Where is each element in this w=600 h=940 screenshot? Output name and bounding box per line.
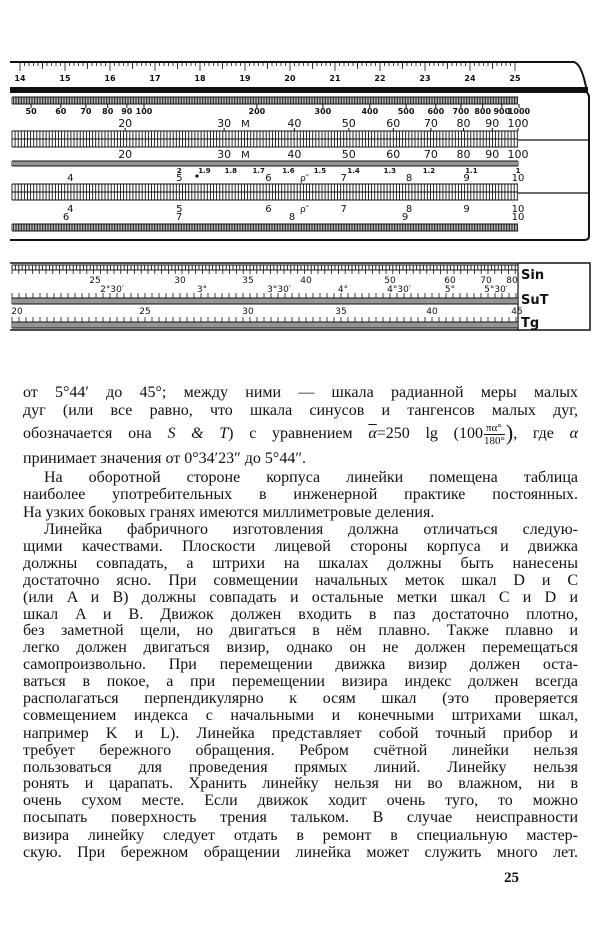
sin-scale-name: Sin bbox=[521, 268, 545, 283]
a-scale-strip bbox=[12, 97, 518, 104]
b-scale-label: 80 bbox=[456, 117, 471, 130]
text-line: наиболее употребительных в инженерной практике постоянных. bbox=[23, 486, 578, 503]
c-upper-label: 90 bbox=[485, 148, 500, 161]
thin-scale-strip bbox=[12, 161, 518, 166]
text-line: очень сухом месте. Если движок ходит очень туго, то можно bbox=[23, 792, 578, 809]
text-line: пользоваться для проведения прямых линий. Линейку нельзя bbox=[23, 759, 578, 776]
ci-scale-label: 1.2 bbox=[422, 167, 436, 175]
a-scale-label: 800 bbox=[474, 107, 492, 116]
b-scale-label: 20 bbox=[118, 117, 133, 130]
sut-scale-label: 5°30′ bbox=[484, 285, 508, 295]
tg-scale-name: Tg bbox=[521, 316, 540, 331]
k-scale-strip bbox=[12, 224, 518, 231]
c-scale-label: 4 bbox=[67, 173, 74, 184]
back-scales-outline bbox=[10, 263, 590, 330]
d-scale-label: 10 bbox=[511, 204, 525, 215]
sin-scale-label: 80 bbox=[506, 276, 518, 286]
formula-text: , где bbox=[513, 425, 570, 443]
text-line: требует бережного обращения. Ребром счётной линейки нельзя bbox=[23, 742, 578, 759]
a-scale-label: 90 bbox=[121, 107, 133, 116]
b-scale-label: 50 bbox=[341, 117, 356, 130]
k-scale-label: 8 bbox=[288, 212, 296, 223]
b-scale-label: 30 bbox=[217, 117, 232, 130]
ci-scale-label: 1.1 bbox=[465, 167, 478, 175]
pi-dot-mark bbox=[195, 174, 198, 177]
mm-label: 19 bbox=[239, 74, 251, 83]
text-line: шкал A и B. Движок должен входить в паз достаточно плотно, bbox=[23, 606, 578, 623]
a-scale-label: 900 bbox=[493, 107, 511, 116]
sut-scale-name: SuT bbox=[521, 293, 549, 308]
sin-scale-label: 70 bbox=[480, 276, 492, 286]
sut-scale-label: 3°30′ bbox=[267, 285, 291, 295]
ci-scale-label: 1.8 bbox=[224, 167, 238, 175]
a-scale-label: 500 bbox=[397, 107, 415, 116]
d-scale-label: 9 bbox=[463, 204, 470, 215]
formula-text: ) с уравнением bbox=[228, 425, 369, 443]
sut-scale-label: 3° bbox=[196, 285, 208, 295]
mm-label: 25 bbox=[509, 74, 521, 83]
d-scale-label: 6 bbox=[265, 204, 272, 215]
c-scale-label: 10 bbox=[511, 173, 525, 184]
c-upper-label: 30 bbox=[217, 148, 232, 161]
formula-text: обозначается она bbox=[23, 425, 168, 443]
mm-label: 23 bbox=[419, 74, 431, 83]
k-scale-label: 9 bbox=[401, 212, 409, 223]
mm-label: 21 bbox=[329, 74, 341, 83]
b-scale-label: 60 bbox=[386, 117, 401, 130]
tg-scale-label: 35 bbox=[335, 307, 347, 317]
text-line: без заметной щели, но двигаться в нём плавно. Также плавно и bbox=[23, 622, 578, 639]
ci-scale-label: 1.4 bbox=[347, 167, 360, 175]
b-scale-label: 100 bbox=[507, 117, 529, 130]
k-scale-label: 10 bbox=[511, 212, 525, 223]
d-scale-label: 7 bbox=[340, 204, 347, 215]
mm-label: 14 bbox=[14, 74, 26, 83]
tg-scale-label: 40 bbox=[426, 307, 438, 317]
c-scale-label: 8 bbox=[405, 173, 413, 184]
text-line: Линейка фабричного изготовления должна отличаться следую- bbox=[44, 521, 578, 538]
sut-scale-label: 5° bbox=[444, 285, 456, 295]
b-scale-label: 40 bbox=[287, 117, 302, 130]
sut-scale-label: 4°30′ bbox=[387, 285, 411, 295]
rho-mark: ρ″ bbox=[300, 205, 310, 215]
c-upper-label: 20 bbox=[118, 148, 133, 161]
tg-scale-strip bbox=[12, 322, 518, 328]
mm-label: 22 bbox=[374, 74, 386, 83]
text-line: скую. При бережном обращении линейка может служить много лет. bbox=[23, 844, 578, 861]
text-line: от 5°44′ до 45°; между ними — шкала радианной меры малых bbox=[23, 384, 578, 401]
fraction-numerator: πα° bbox=[484, 422, 505, 435]
a-scale-label: 60 bbox=[55, 107, 67, 116]
text-line: совмещением индекса с начальными и конечными штрихами шкал, bbox=[23, 707, 578, 724]
text-line: располагаться перпендикулярно к осям шкал (это проверяется bbox=[23, 690, 578, 707]
sin-scale-strip bbox=[12, 265, 518, 270]
formula-text: =250 lg bbox=[376, 425, 454, 443]
d-scale-label: 4 bbox=[67, 204, 74, 215]
mm-label: 20 bbox=[284, 74, 296, 83]
text-line: легко должен двигаться визир, однако он не должен перемещаться bbox=[23, 639, 578, 656]
text-line: должны совпадать, а штрихи на шкалах должны быть нанесены bbox=[23, 555, 578, 572]
formula-alpha-bar: $\overline{\alpha}$ bbox=[368, 425, 377, 443]
sin-scale-label: 30 bbox=[174, 276, 186, 286]
ci-scale-label: 1.3 bbox=[383, 167, 397, 175]
formula-paren: ) bbox=[505, 420, 514, 446]
text-line-formula bbox=[23, 420, 578, 447]
sut-ticks bbox=[12, 293, 516, 298]
formula-alpha: α bbox=[569, 425, 578, 443]
mm-label: 16 bbox=[104, 74, 116, 83]
c-scale-label: 9 bbox=[463, 173, 470, 184]
slide-rule-front-view bbox=[10, 62, 589, 240]
ci-scale-label: 1.5 bbox=[313, 167, 327, 175]
text-line: (или A и B) должны совпадать и остальные метки шкал C и D и bbox=[23, 589, 578, 606]
c-upper-label: 50 bbox=[341, 148, 356, 161]
a-scale-label: 1000 bbox=[507, 107, 531, 116]
sut-scale-strip bbox=[12, 298, 518, 304]
c-scale-label: 6 bbox=[265, 173, 272, 184]
sin-scale-label: 25 bbox=[89, 276, 101, 286]
mm-label: 24 bbox=[464, 74, 476, 83]
formula-text: (100 bbox=[453, 425, 483, 443]
formula-fraction bbox=[484, 422, 505, 447]
c-upper-label: 70 bbox=[423, 148, 438, 161]
b-scale-label: 70 bbox=[423, 117, 438, 130]
a-scale-label: 400 bbox=[361, 107, 379, 116]
text-line: На оборотной стороне корпуса линейки помещена таблица bbox=[44, 469, 578, 486]
a-scale-label: 700 bbox=[452, 107, 470, 116]
text-line: ваться в покое, а при перемещении визира индекс должен всегда bbox=[23, 673, 578, 690]
text-line: визира линейку следует отдать в ремонт в специальную мастер- bbox=[23, 827, 578, 844]
text-line: достаточно ясно. При совмещении начальных меток шкал D и C bbox=[23, 572, 578, 589]
sin-scale-label: 40 bbox=[300, 276, 312, 286]
ci-scale-label: 1.7 bbox=[252, 167, 265, 175]
c-scale-label: 7 bbox=[340, 173, 347, 184]
a-scale-label: 200 bbox=[248, 107, 266, 116]
c-scale-label: 5 bbox=[176, 173, 183, 184]
c-upper-label: 100 bbox=[507, 148, 529, 161]
tg-ticks bbox=[12, 317, 516, 322]
c-upper-label: 60 bbox=[386, 148, 401, 161]
tg-scale-label: 30 bbox=[242, 307, 254, 317]
text-line: посыпать поверхность трения тальком. В случае неисправности bbox=[23, 809, 578, 826]
ci-scale-label: 2 bbox=[176, 167, 182, 175]
m-mark: M bbox=[241, 119, 250, 130]
text-line: На узких боковых гранях имеются миллиметровые деления. bbox=[23, 504, 435, 521]
text-line: например K и L). Линейка представляет собой точный прибор и bbox=[23, 725, 578, 742]
d-scale-label: 5 bbox=[176, 204, 183, 215]
ci-scale-label: 1.6 bbox=[282, 167, 295, 175]
text-line: щими качествами. Плоскости лицевой стороны корпуса и движка bbox=[23, 538, 578, 555]
k-scale-label: 6 bbox=[62, 212, 70, 223]
ci-scale-label: 1 bbox=[515, 167, 521, 175]
text-line: самопроизвольно. При перемещении движка визир должен оста- bbox=[23, 656, 578, 673]
ci-scale-label: 1.9 bbox=[198, 167, 211, 175]
a-scale-label: 100 bbox=[135, 107, 153, 116]
sut-scale-label: 2°30′ bbox=[100, 285, 124, 295]
rho-mark: ρ″ bbox=[300, 174, 310, 184]
sin-scale-label: 50 bbox=[384, 276, 396, 286]
c-upper-label: 40 bbox=[287, 148, 302, 161]
mm-label: 18 bbox=[194, 74, 206, 83]
d-scale-label: 8 bbox=[405, 204, 413, 215]
c-upper-label: 80 bbox=[456, 148, 471, 161]
slide-rule-back-scales bbox=[10, 263, 590, 331]
m-mark: M bbox=[241, 150, 250, 161]
text-line: ронять и царапать. Хранить линейку нельзя ни во влажном, ни в bbox=[23, 775, 578, 792]
tg-scale-label: 20 bbox=[11, 307, 23, 317]
a-scale-label: 50 bbox=[25, 107, 37, 116]
k-scale-label: 7 bbox=[175, 212, 183, 223]
text-line: принимает значения от 0°34′23″ до 5°44″. bbox=[23, 450, 306, 467]
mm-label: 15 bbox=[59, 74, 71, 83]
b-scale-label: 90 bbox=[485, 117, 500, 130]
a-scale-label: 600 bbox=[427, 107, 445, 116]
tg-scale-label: 25 bbox=[139, 307, 151, 317]
fraction-denominator: 180° bbox=[483, 435, 505, 447]
black-bar bbox=[10, 87, 588, 93]
page-number: 25 bbox=[504, 870, 519, 886]
a-scale-label: 70 bbox=[80, 107, 92, 116]
sin-scale-label: 35 bbox=[242, 276, 254, 286]
slide-rule-illustration bbox=[0, 0, 600, 345]
a-scale-label: 80 bbox=[102, 107, 114, 116]
scale-symbol: S & T bbox=[167, 425, 229, 443]
text-line: дуг (или все равно, что шкала синусов и тангенсов малых дуг, bbox=[23, 402, 578, 419]
sut-scale-label: 4° bbox=[337, 285, 349, 295]
tg-scale-label: 45 bbox=[511, 307, 523, 317]
sin-scale-label: 60 bbox=[444, 276, 456, 286]
sin-ticks bbox=[12, 270, 515, 274]
mm-label: 17 bbox=[149, 74, 161, 83]
a-scale-label: 300 bbox=[314, 107, 332, 116]
